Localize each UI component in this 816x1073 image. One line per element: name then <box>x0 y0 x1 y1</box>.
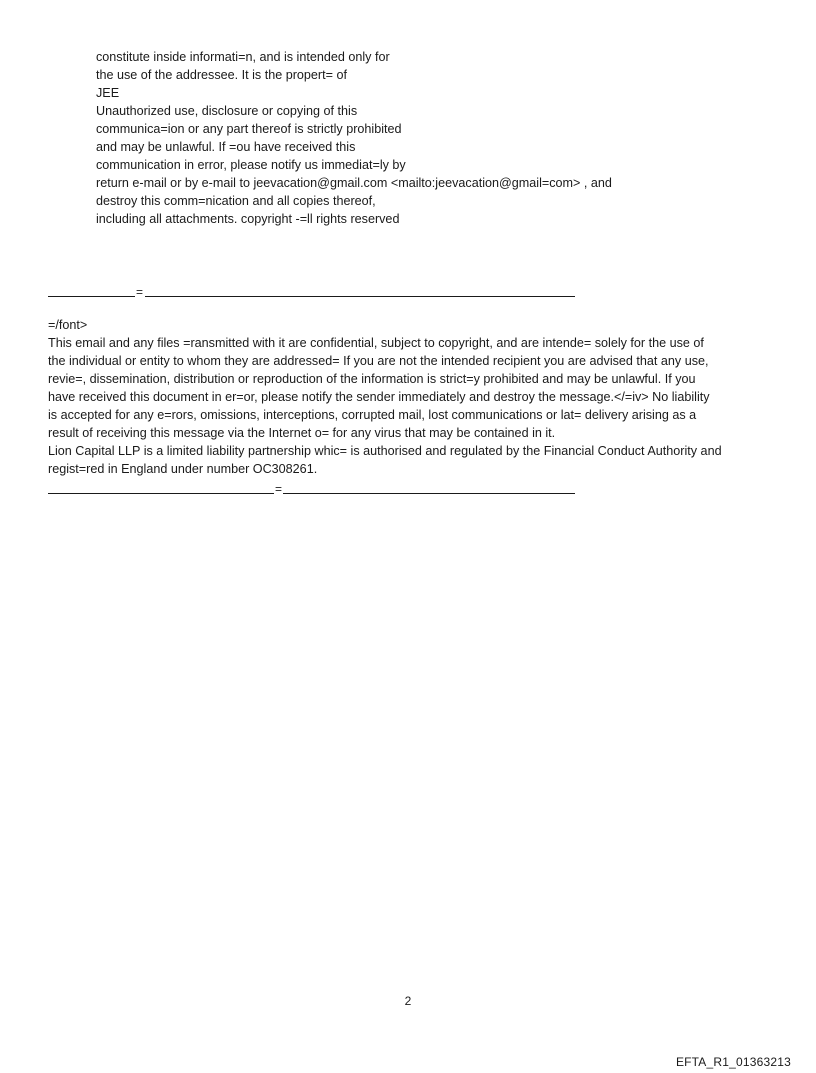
notice-line: return e-mail or by e-mail to jeevacation@gmail.com <mailto:jeevacation@gmail=com> , and <box>96 176 612 190</box>
notice-line: Unauthorized use, disclosure or copying of this <box>96 104 358 118</box>
disclaimer-line: This email and any files =ransmitted with it are confidential, subject to copyright, and are intende= solely for the use of <box>48 336 704 350</box>
notice-line: communication in error, please notify us immediat=ly by <box>96 158 406 172</box>
separator-rule-top <box>48 281 575 297</box>
notice-line: and may be unlawful. If =ou have received this <box>96 140 356 154</box>
notice-line: including all attachments. copyright -=ll rights reserved <box>96 212 400 226</box>
page-number: 2 <box>404 994 412 1008</box>
disclaimer-line: result of receiving this message via the Internet o= for any virus that may be contained in it. <box>48 426 556 440</box>
notice-line: destroy this comm=nication and all copies thereof, <box>96 194 376 208</box>
disclaimer-line: regist=red in England under number OC308261. <box>48 462 318 476</box>
rule-segment <box>48 492 274 494</box>
confidentiality-notice <box>96 48 736 228</box>
notice-line: the use of the addressee. It is the propert= of <box>96 68 347 82</box>
disclaimer-line: the individual or entity to whom they are addressed= If you are not the intended recipient you are advised that any use, <box>48 354 709 368</box>
rule-segment <box>48 295 135 297</box>
disclaimer-line: Lion Capital LLP is a limited liability partnership whic= is authorised and regulated by the Financial Conduct Authority and <box>48 444 722 458</box>
rule-segment <box>145 295 575 297</box>
disclaimer-line: revie=, dissemination, distribution or reproduction of the information is strict=y prohibited and may be unlawful. If you <box>48 372 696 386</box>
separator-rule-bottom <box>48 478 575 494</box>
rule-marker: = <box>136 285 144 299</box>
disclaimer-line: have received this document in er=or, please notify the sender immediately and destroy the message.</=iv> No liability <box>48 390 710 404</box>
disclaimer-line: =/font> <box>48 318 88 332</box>
document-id: EFTA_R1_01363213 <box>675 1055 791 1069</box>
legal-disclaimer <box>48 316 778 478</box>
notice-line: constitute inside informati=n, and is intended only for <box>96 50 390 64</box>
notice-line: communica=ion or any part thereof is strictly prohibited <box>96 122 402 136</box>
rule-segment <box>283 492 575 494</box>
rule-marker: = <box>275 482 283 496</box>
disclaimer-line: is accepted for any e=rors, omissions, interceptions, corrupted mail, lost communications or lat= delivery arising as a <box>48 408 697 422</box>
notice-line: JEE <box>96 86 120 100</box>
